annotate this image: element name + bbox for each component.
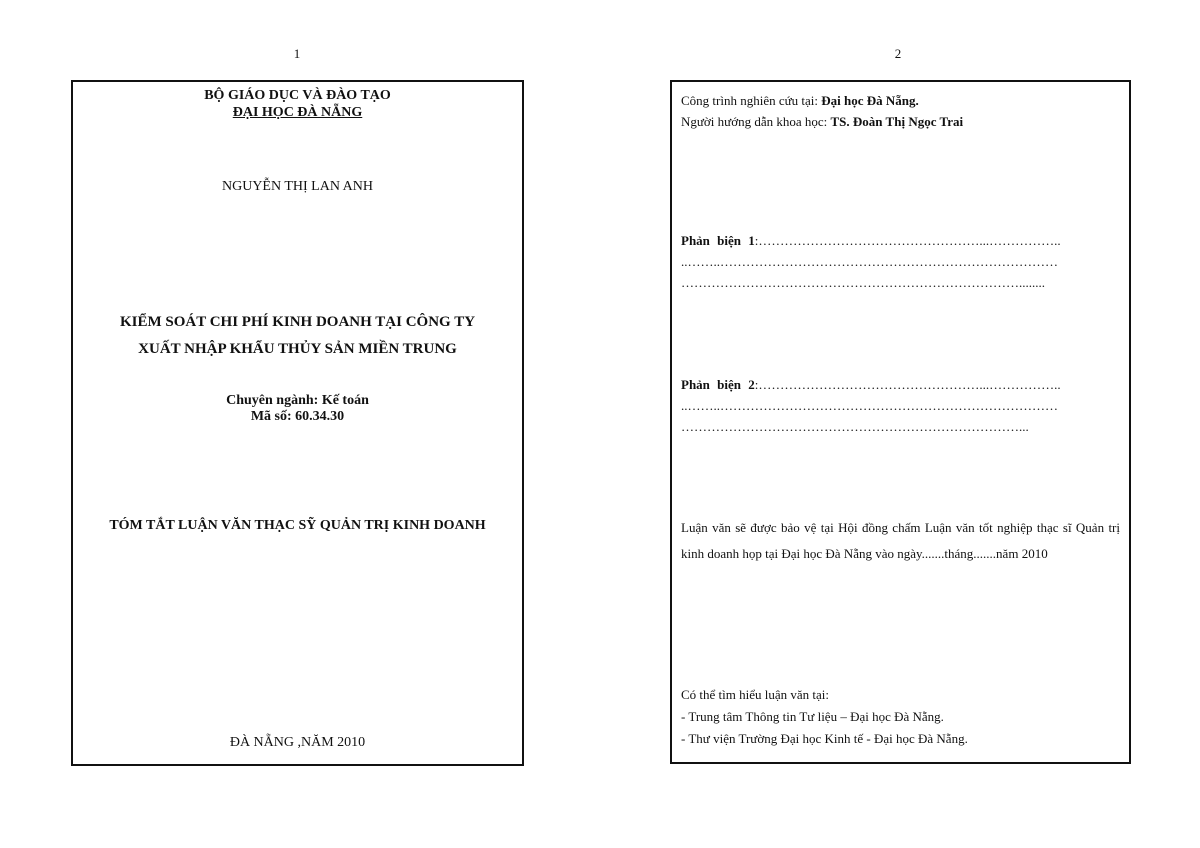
summary-label: TÓM TẮT LUẬN VĂN THẠC SỸ QUẢN TRỊ KINH DOANH — [109, 518, 486, 533]
defense-statement: Luận văn sẽ được bảo vệ tại Hội đồng chấm Luận văn tốt nghiệp thạc sĩ Quản trị kinh doanh họp tại Đại học Đà Nẵng vào ngày.......tháng.......năm 2010 — [681, 520, 1120, 561]
lookup-heading: Có thể tìm hiểu luận văn tại: — [681, 687, 830, 702]
reviewer-2-label: Phản biện 2 — [681, 377, 755, 392]
lookup-info — [681, 684, 1120, 750]
reviewer-2 — [681, 374, 1120, 437]
info-page — [670, 80, 1131, 764]
reviewer-1-line-3: ……………………………………………………………………........ — [681, 275, 1045, 290]
major-block — [73, 393, 522, 425]
ministry-name: BỘ GIÁO DỤC VÀ ĐÀO TẠO — [204, 88, 391, 103]
advisor-value: TS. Đoàn Thị Ngọc Trai — [830, 114, 964, 129]
page-number-2: 2 — [894, 46, 902, 61]
reviewer-1-line-2: ..……..…………………………………………………………………… — [681, 254, 1058, 269]
reviewer-1-line-1: :……………………………………………...…………….. — [754, 233, 1061, 248]
thesis-title-line-1: KIỂM SOÁT CHI PHÍ KINH DOANH TẠI CÔNG TY — [119, 314, 476, 330]
reviewer-2-line-1: :……………………………………………...…………….. — [754, 377, 1061, 392]
page-number-1: 1 — [293, 46, 301, 61]
cover-page — [71, 80, 524, 766]
reviewer-2-line-2: ..……..…………………………………………………………………… — [681, 398, 1058, 413]
reviewer-1-label: Phản biện 1 — [681, 233, 755, 248]
reviewer-1 — [681, 230, 1120, 293]
thesis-title — [73, 309, 522, 363]
research-info — [681, 90, 1120, 132]
research-location — [681, 90, 1120, 111]
major-name: Chuyên ngành: Kế toán — [226, 393, 369, 408]
major-code: Mã số: 60.34.30 — [250, 409, 345, 424]
research-location-label: Công trình nghiên cứu tại: — [681, 93, 822, 108]
place-year: ĐÀ NẴNG ,NĂM 2010 — [229, 735, 366, 750]
research-location-value: Đại học Đà Nẵng. — [821, 93, 919, 108]
lookup-item-2: - Thư viện Trường Đại học Kinh tế - Đại học Đà Nẵng. — [681, 731, 968, 746]
thesis-title-line-2: XUẤT NHẬP KHẨU THỦY SẢN MIỀN TRUNG — [138, 341, 457, 357]
university-name: ĐẠI HỌC ĐÀ NẴNG — [232, 105, 363, 120]
advisor — [681, 111, 1120, 132]
lookup-item-1: - Trung tâm Thông tin Tư liệu – Đại học Đà Nẵng. — [681, 709, 944, 724]
advisor-label: Người hướng dẫn khoa học: — [681, 114, 831, 129]
reviewer-2-line-3: ……………………………………………………………………... — [681, 419, 1029, 434]
cover-header — [73, 87, 522, 121]
author-name: NGUYỄN THỊ LAN ANH — [221, 179, 373, 194]
